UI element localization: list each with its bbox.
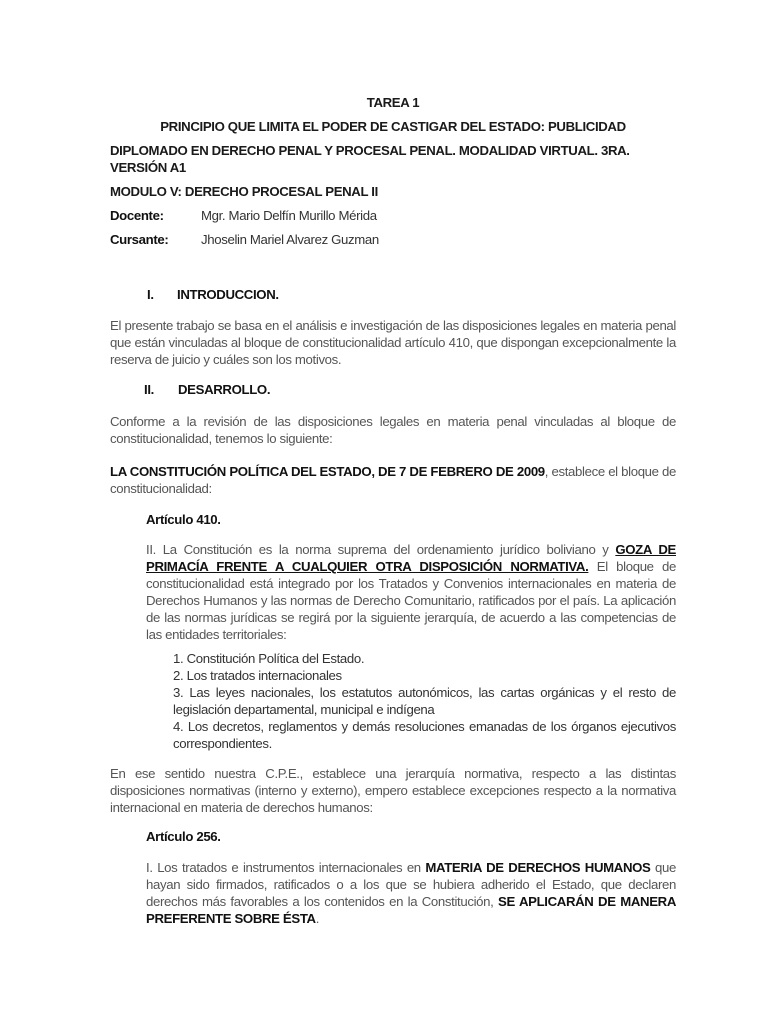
bridge-paragraph: En ese sentido nuestra C.P.E., establece una jerarquía normativa, respecto a las distintas disposiciones normativas (interno y externo), empero establece excepciones respecto a la normativa internacional en materia de derechos humanos: — [110, 766, 676, 815]
article-256-text-mid: que hayan sido firmados, ratificados o a los que se hubiera adherido el Estado, que declaren derechos más favorables a los contenidos en la Constitución, — [146, 860, 677, 909]
document-title: PRINCIPIO QUE LIMITA EL PODER DE CASTIGAR DEL ESTADO: PUBLICIDAD — [160, 119, 626, 134]
section-number: II. — [144, 382, 154, 397]
constitution-name: LA CONSTITUCIÓN POLÍTICA DEL ESTADO, DE 7 DE FEBRERO DE 2009 — [110, 464, 545, 479]
article-410-paragraph — [146, 541, 676, 643]
program-line-2: VERSIÓN A1 — [110, 160, 186, 175]
section-title: DESARROLLO. — [178, 382, 271, 397]
article-256-emphasis-1: MATERIA DE DERECHOS HUMANOS — [425, 860, 651, 875]
hierarchy-list — [173, 650, 676, 752]
program-line-1: DIPLOMADO EN DERECHO PENAL Y PROCESAL PENAL. MODALIDAD VIRTUAL. 3RA. — [110, 143, 630, 158]
student-row — [110, 231, 676, 248]
article-256-heading: Artículo 256. — [146, 829, 221, 844]
article-256-text-end: . — [315, 911, 320, 926]
section-number: I. — [147, 287, 154, 302]
article-410-emphasis: GOZA DE PRIMACÍA FRENTE A CUALQUIER OTRA DISPOSICIÓN NORMATIVA. — [146, 542, 676, 574]
constitution-text: , establece el bloque de constitucionalidad: — [110, 464, 677, 496]
article-256-paragraph — [146, 859, 676, 927]
teacher-name: Mgr. Mario Delfín Murillo Mérida — [201, 208, 377, 223]
section-heading-development — [144, 382, 270, 397]
teacher-label: Docente: — [110, 208, 164, 223]
section-title: INTRODUCCION. — [177, 287, 279, 302]
article-410-text-end: El bloque de constitucionalidad está integrado por los Tratados y Convenios internacionales en materia de Derechos Humanos y las normas de Derecho Comunitario, ratificados por el país. La aplicación de las normas jurídicas se regirá por la siguiente jerarquía, de acuerdo a las competencias de las entidades territoriales: — [146, 559, 677, 642]
list-item: 1. Constitución Política del Estado. — [173, 651, 365, 666]
list-item: 3. Las leyes nacionales, los estatutos autonómicos, las cartas orgánicas y el resto de legislación departamental, municipal e indígena — [173, 685, 676, 717]
section-heading-intro — [147, 287, 279, 302]
list-item: 2. Los tratados internacionales — [173, 668, 342, 683]
task-title: TAREA 1 — [366, 95, 420, 110]
constitution-paragraph — [110, 463, 676, 497]
intro-paragraph: El presente trabajo se basa en el análisis e investigación de las disposiciones legales en materia penal que están vinculadas al bloque de constitucionalidad artículo 410, que dispongan excepcionalmente la reserva de juicio y cuáles son los motivos. — [110, 318, 676, 367]
article-410-heading: Artículo 410. — [146, 512, 221, 527]
student-name: Jhoselin Mariel Alvarez Guzman — [201, 232, 379, 247]
module-line: MODULO V: DERECHO PROCESAL PENAL II — [110, 184, 378, 199]
teacher-row — [110, 207, 676, 224]
article-256-text-start: I. Los tratados e instrumentos internacionales en — [146, 860, 426, 875]
list-item: 4. Los decretos, reglamentos y demás resoluciones emanadas de los órganos ejecutivos correspondientes. — [173, 719, 676, 751]
student-label: Cursante: — [110, 232, 169, 247]
article-410-text-start: II. La Constitución es la norma suprema del ordenamiento jurídico boliviano y — [146, 542, 616, 557]
development-paragraph: Conforme a la revisión de las disposiciones legales en materia penal vinculadas al bloque de constitucionalidad, tenemos lo siguiente: — [110, 414, 676, 446]
article-256-emphasis-2: SE APLICARÁN DE MANERA PREFERENTE SOBRE ÉSTA — [146, 894, 677, 926]
